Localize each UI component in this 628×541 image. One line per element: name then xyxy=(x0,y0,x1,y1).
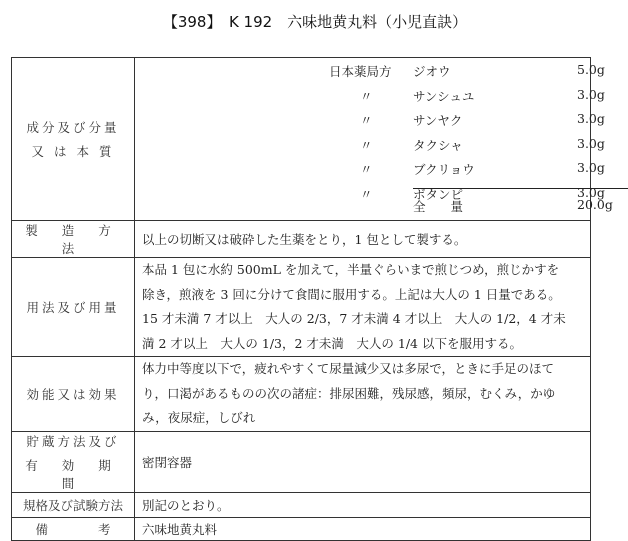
label-line: 成分及び分量 xyxy=(26,120,120,135)
ingredient-name: サンヤク xyxy=(413,113,463,128)
label-remarks: 備 考 xyxy=(12,517,135,540)
ingredient-amount: 3.0g xyxy=(577,135,605,151)
total-label: 全 量 xyxy=(413,199,464,214)
label-storage xyxy=(12,431,135,492)
ingredient-source: 〃 xyxy=(360,88,373,104)
ingredient-source: 〃 xyxy=(360,137,373,153)
ingredient-name: サンシュユ xyxy=(413,88,475,104)
usage-line: 除き，煎液を 3 回に分けて食間に服用する。上記は大人の 1 日量である。 xyxy=(142,286,561,302)
usage-line: 本品 1 包に水約 500mL を加えて，半量ぐらいまで煎じつめ，煎じかすを xyxy=(142,262,560,277)
storage-text: 密閉容器 xyxy=(135,431,591,492)
remarks-text: 六味地黄丸料 xyxy=(135,517,591,540)
total-amount: 20.0g xyxy=(577,197,613,212)
usage-line: 15 才未満 7 才以上 大人の 2/3，7 才未満 4 才以上 大人の 1/2，4 才未 xyxy=(142,311,566,326)
ingredient-amount: 3.0g xyxy=(577,86,605,102)
ingredient-amount: 3.0g xyxy=(577,160,605,175)
efficacy-line: み，夜尿症，しびれ xyxy=(142,410,256,425)
label-usage: 用法及び用量 xyxy=(12,258,135,357)
label-ingredients xyxy=(12,58,135,221)
ingredient-name: ボタンピ xyxy=(413,186,464,202)
label-line: 有 効 期 間 xyxy=(25,457,121,491)
ingredient-source: 日本薬局方 xyxy=(329,64,392,79)
row-spec xyxy=(12,492,591,517)
ingredient-source: 〃 xyxy=(360,113,373,128)
row-remarks xyxy=(12,517,591,540)
label-efficacy: 効能又は効果 xyxy=(12,357,135,432)
ingredient-source: 〃 xyxy=(360,162,373,177)
usage-line: 満 2 才以上 大人の 1/3，2 才未満 大人の 1/4 以下を服用する。 xyxy=(142,335,522,351)
formula-table xyxy=(11,57,613,541)
label-spec: 規格及び試験方法 xyxy=(12,492,135,517)
manufacture-text: 以上の切断又は破砕した生薬をとり，1 包として製する。 xyxy=(135,221,591,258)
row-storage xyxy=(12,431,591,492)
label-line: 貯蔵方法及び xyxy=(26,433,120,449)
document-title: 【398】 K 192 六味地黄丸料（小児直訣） xyxy=(162,13,468,31)
row-efficacy xyxy=(12,357,591,432)
ingredient-list xyxy=(135,58,613,220)
ingredient-name: ブクリョウ xyxy=(413,162,475,177)
label-manufacture: 製 造 方 法 xyxy=(12,221,135,258)
ingredient-amount: 3.0g xyxy=(577,111,605,126)
ingredient-name: ジオウ xyxy=(413,64,451,79)
row-ingredients xyxy=(12,58,591,221)
ingredient-amount: 3.0g xyxy=(577,184,605,200)
row-usage xyxy=(12,258,591,357)
efficacy-line: り，口渇があるものの次の諸症：排尿困難，残尿感，頻尿，むくみ，かゆ xyxy=(142,385,556,401)
ingredient-source: 〃 xyxy=(360,186,373,202)
efficacy-line: 体力中等度以下で，疲れやすくて尿量減少又は多尿で，ときに手足のほて xyxy=(142,361,555,376)
row-manufacture xyxy=(12,221,591,258)
label-line: 又 は 本 質 xyxy=(31,144,115,159)
ingredient-amount: 5.0g xyxy=(577,62,605,77)
ingredient-name: タクシャ xyxy=(413,137,463,153)
spec-text: 別記のとおり。 xyxy=(135,492,591,517)
